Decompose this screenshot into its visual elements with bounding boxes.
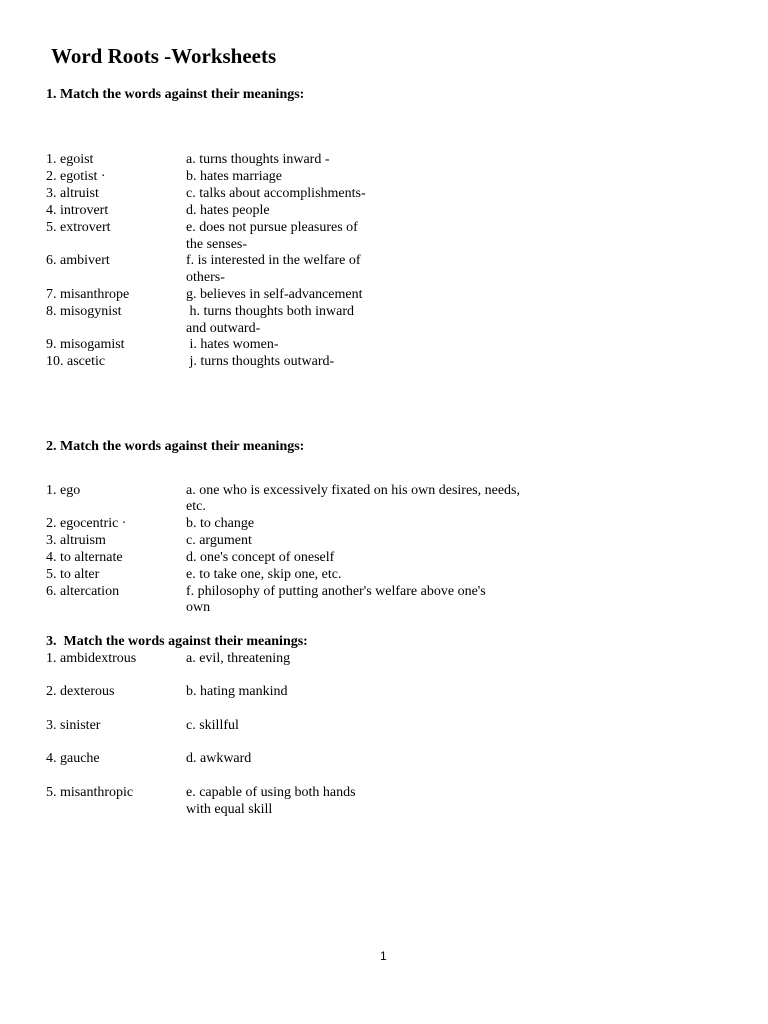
- section-1-word: 3. altruist: [46, 186, 99, 201]
- page-number: 1: [380, 949, 387, 963]
- section-1-meaning: e. does not pursue pleasures of: [186, 220, 358, 235]
- section-1-meaning: g. believes in self-advancement: [186, 287, 363, 302]
- section-1-meaning: and outward-: [186, 321, 261, 336]
- section-1-meaning: j. turns thoughts outward-: [186, 354, 335, 369]
- section-3-meaning: a. evil, threatening: [186, 651, 291, 666]
- section-2-word: 6. altercation: [46, 584, 120, 599]
- section-3-word: 1. ambidextrous: [46, 651, 137, 666]
- section-2-word: 4. to alternate: [46, 550, 123, 565]
- section-3-word: 5. misanthropic: [46, 785, 134, 800]
- section-2-word: 2. egocentric ·: [46, 516, 127, 531]
- section-1-meaning: d. hates people: [186, 203, 270, 218]
- section-1-word: 4. introvert: [46, 203, 109, 218]
- section-2-meaning: own: [186, 600, 211, 615]
- section-3-word: 4. gauche: [46, 751, 100, 766]
- section-1-meaning: a. turns thoughts inward -: [186, 152, 330, 167]
- section-3-meaning: e. capable of using both hands: [186, 785, 356, 800]
- section-3-meaning: c. skillful: [186, 718, 239, 733]
- section-1-heading: 1. Match the words against their meanings:: [46, 87, 305, 102]
- section-3-heading: 3. Match the words against their meanings:: [46, 634, 308, 649]
- section-1-word: 9. misogamist: [46, 337, 125, 352]
- worksheet-title: Word Roots -Worksheets: [51, 44, 277, 68]
- section-2-meaning: f. philosophy of putting another's welfare above one's: [186, 584, 486, 599]
- section-2-meaning: d. one's concept of oneself: [186, 550, 335, 565]
- section-1-word: 10. ascetic: [46, 354, 106, 369]
- section-2-meaning: etc.: [186, 499, 206, 514]
- section-3-meaning: d. awkward: [186, 751, 252, 766]
- section-1-word: 8. misogynist: [46, 304, 122, 319]
- section-2-meaning: b. to change: [186, 516, 255, 531]
- section-2-meaning: a. one who is excessively fixated on his own desires, needs,: [186, 483, 520, 498]
- section-1-meaning: the senses-: [186, 237, 248, 252]
- section-3-word: 2. dexterous: [46, 684, 115, 699]
- section-1-meaning: b. hates marriage: [186, 169, 283, 184]
- section-1-word: 2. egotist ·: [46, 169, 106, 184]
- section-1-word: 7. misanthrope: [46, 287, 130, 302]
- section-1-meaning: f. is interested in the welfare of: [186, 253, 361, 268]
- section-1-meaning: c. talks about accomplishments-: [186, 186, 366, 201]
- section-3-word: 3. sinister: [46, 718, 101, 733]
- section-1-word: 5. extrovert: [46, 220, 111, 235]
- section-1-meaning: h. turns thoughts both inward: [186, 304, 354, 319]
- section-1-word: 1. egoist: [46, 152, 94, 167]
- section-2-meaning: c. argument: [186, 533, 252, 548]
- section-2-word: 5. to alter: [46, 567, 100, 582]
- section-2-word: 3. altruism: [46, 533, 106, 548]
- section-2-heading: 2. Match the words against their meanings:: [46, 439, 305, 454]
- section-1-meaning: others-: [186, 270, 225, 285]
- section-2-meaning: e. to take one, skip one, etc.: [186, 567, 342, 582]
- section-3-meaning: with equal skill: [186, 802, 273, 817]
- section-2-word: 1. ego: [46, 483, 81, 498]
- section-3-meaning: b. hating mankind: [186, 684, 288, 699]
- section-1-meaning: i. hates women-: [186, 337, 279, 352]
- section-1-word: 6. ambivert: [46, 253, 110, 268]
